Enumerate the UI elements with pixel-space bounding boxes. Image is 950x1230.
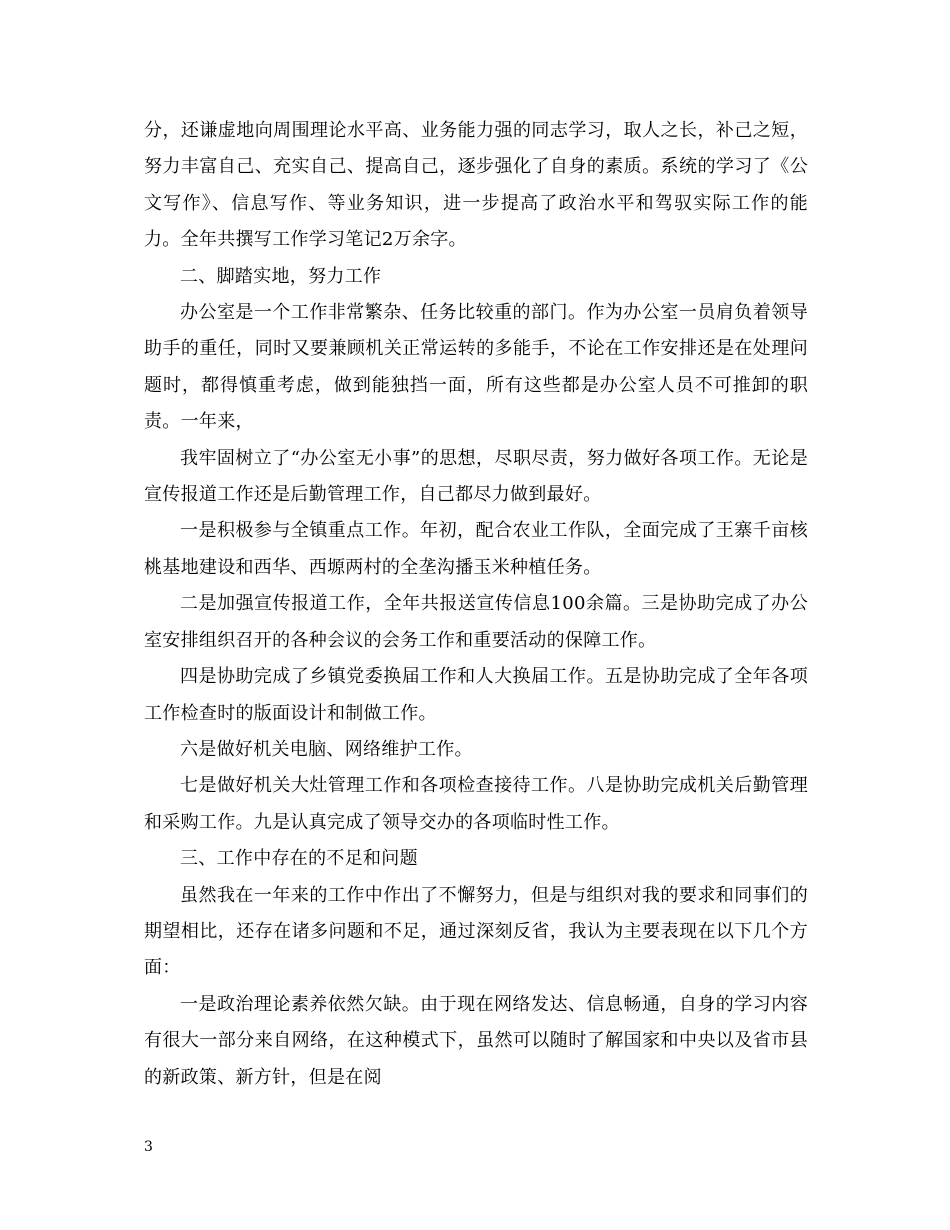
section-heading-2: 二、脚踏实地，努力工作 <box>180 265 382 287</box>
paragraph-12: 一是政治理论素养依然欠缺。由于现在网络发达、信息畅通，自身的学习内容有很大一部分来自网络，在这种模式下，虽然可以随时了解国家和中央以及省市县的新政策、新方针，但是在阅 <box>144 993 808 1088</box>
paragraph-3: 办公室是一个工作非常繁杂、任务比较重的部门。作为办公室一员肩负着领导助手的重任，同时又要兼顾机关正常运转的多能手，不论在工作安排还是在处理问题时，都得慎重考虑，做到能独挡一面，所有这些都是办公室人员不可推卸的职责。一年来， <box>144 302 808 433</box>
paragraph-8: 六是做好机关电脑、网络维护工作。 <box>180 738 473 760</box>
paragraph-5: 一是积极参与全镇重点工作。年初，配合农业工作队，全面完成了王寨千亩核桃基地建设和西华、西塬两村的全垄沟播玉米种植任务。 <box>144 520 808 578</box>
paragraph-1: 分，还谦虚地向周围理论水平高、业务能力强的同志学习，取人之长，补己之短，努力丰富自己、充实自己、提高自己，逐步强化了自身的素质。系统的学习了《公文写作》、信息写作、等业务知识，进一步提高了政治水平和驾驭实际工作的能力。全年共撰写工作学习笔记2万余字。 <box>144 120 808 251</box>
section-heading-3: 三、工作中存在的不足和问题 <box>180 848 418 870</box>
page-number: 3 <box>144 1139 153 1155</box>
paragraph-7: 四是协助完成了乡镇党委换届工作和人大换届工作。五是协助完成了全年各项工作检查时的版面设计和制做工作。 <box>144 666 808 724</box>
paragraph-6: 二是加强宣传报道工作，全年共报送宣传信息100余篇。三是协助完成了办公室安排组织召开的各种会议的会务工作和重要活动的保障工作。 <box>144 593 808 651</box>
paragraph-4: 我牢固树立了“办公室无小事”的思想，尽职尽责，努力做好各项工作。无论是宣传报道工作还是后勤管理工作，自己都尽力做到最好。 <box>144 447 808 506</box>
paragraph-9: 七是做好机关大灶管理工作和各项检查接待工作。八是协助完成机关后勤管理和采购工作。九是认真完成了领导交办的各项临时性工作。 <box>144 775 808 833</box>
body-text <box>144 113 808 1096</box>
paragraph-11: 虽然我在一年来的工作中作出了不懈努力，但是与组织对我的要求和同事们的期望相比，还存在诸多问题和不足，通过深刻反省，我认为主要表现在以下几个方面： <box>144 884 808 979</box>
